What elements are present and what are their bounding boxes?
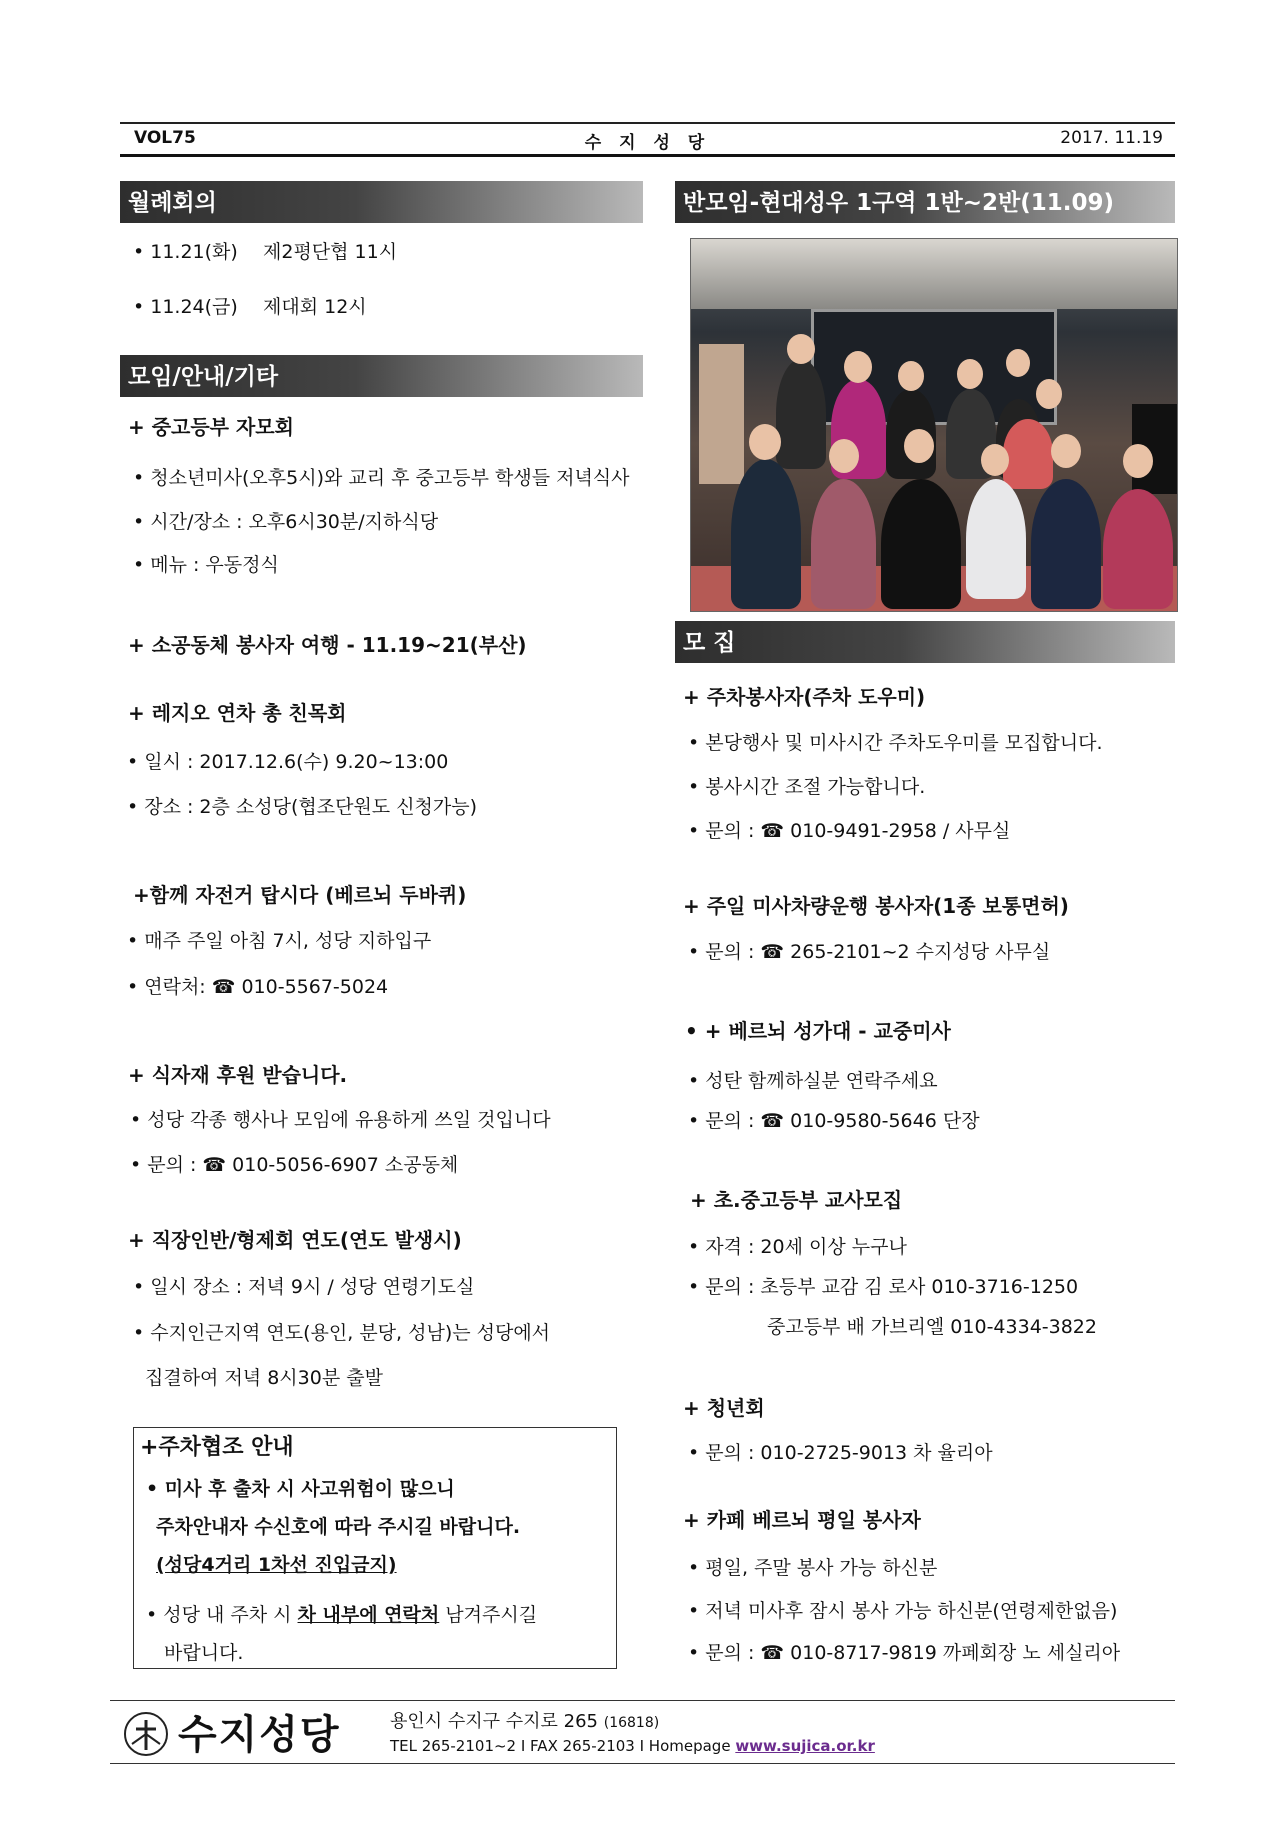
section-line: • 문의 : 010-2725-9013 차 율리아 bbox=[688, 1442, 993, 1464]
volume-number: VOL75 bbox=[134, 128, 196, 148]
section-line: 중고등부 배 가브리엘 010-4334-3822 bbox=[767, 1316, 1097, 1338]
section-title: + 중고등부 자모회 bbox=[128, 415, 294, 439]
church-logo-icon bbox=[124, 1712, 168, 1756]
section-title: + 직장인반/형제회 연도(연도 발생시) bbox=[128, 1228, 462, 1252]
section-line: • 저녁 미사후 잠시 봉사 가능 하신분(연령제한없음) bbox=[688, 1600, 1118, 1622]
parking-line bbox=[146, 1600, 537, 1627]
section-title: + 레지오 연차 총 친목회 bbox=[128, 701, 347, 725]
section-line: • 문의 : ☎ 265-2101~2 수지성당 사무실 bbox=[688, 941, 1051, 963]
section-line: • 메뉴 : 우동정식 bbox=[133, 554, 279, 576]
parking-line: 바랍니다. bbox=[164, 1642, 244, 1664]
section-line: • 문의 : ☎ 010-5056-6907 소공동체 bbox=[130, 1154, 459, 1176]
notices-heading: 모임/안내/기타 bbox=[120, 355, 643, 397]
contact-text: TEL 265-2101~2 I FAX 265-2103 I Homepage bbox=[390, 1737, 736, 1755]
section-line: 집결하여 저녁 8시30분 출발 bbox=[145, 1367, 383, 1389]
homepage-link[interactable]: www.sujica.or.kr bbox=[735, 1737, 875, 1755]
section-line: • 장소 : 2층 소성당(협조단원도 신청가능) bbox=[127, 796, 478, 818]
section-line: • 본당행사 및 미사시간 주차도우미를 모집합니다. bbox=[688, 732, 1103, 754]
issue-date: 2017. 11.19 bbox=[1060, 128, 1163, 148]
meeting-date-1: • 11.21(화) bbox=[133, 241, 238, 263]
meeting-text-1: 제2평단협 11시 bbox=[263, 241, 398, 263]
section-line: • 일시 장소 : 저녁 9시 / 성당 연령기도실 bbox=[133, 1276, 475, 1298]
section-title: + 주차봉사자(주차 도우미) bbox=[683, 685, 926, 709]
footer-bottom-rule bbox=[110, 1763, 1175, 1764]
section-title: + 청년회 bbox=[683, 1396, 765, 1420]
section-title: + 초.중고등부 교사모집 bbox=[690, 1188, 903, 1212]
section-line: • 시간/장소 : 오후6시30분/지하식당 bbox=[133, 511, 439, 533]
parking-contact-emphasis: 차 내부에 연락처 bbox=[297, 1604, 440, 1626]
footer-address bbox=[390, 1707, 659, 1733]
section-title: + 소공동체 봉사자 여행 - 11.19~21(부산) bbox=[128, 633, 527, 657]
section-line: • 자격 : 20세 이상 누구나 bbox=[688, 1236, 907, 1258]
parking-notice-box bbox=[133, 1427, 617, 1669]
section-title: + 주일 미사차량운행 봉사자(1종 보통면허) bbox=[683, 894, 1069, 918]
section-line: • 일시 : 2017.12.6(수) 9.20~13:00 bbox=[127, 751, 449, 773]
footer-top-rule bbox=[110, 1700, 1175, 1701]
recruit-heading: 모 집 bbox=[675, 621, 1175, 663]
section-line: • 문의 : ☎ 010-9491-2958 / 사무실 bbox=[688, 820, 1011, 842]
parking-title: +주차협조 안내 bbox=[140, 1435, 294, 1460]
parking-line: • 미사 후 출차 시 사고위험이 많으니 bbox=[146, 1478, 455, 1500]
parking-line-part: • 성당 내 주차 시 bbox=[146, 1604, 298, 1626]
section-title: +함께 자전거 탑시다 (베르뇌 두바퀴) bbox=[133, 883, 467, 907]
section-line: • 문의 : ☎ 010-9580-5646 단장 bbox=[688, 1110, 980, 1132]
section-line: • 수지인근지역 연도(용인, 분당, 성남)는 성당에서 bbox=[133, 1322, 551, 1344]
section-line: • 매주 주일 아침 7시, 성당 지하입구 bbox=[127, 930, 432, 952]
section-line: • 성당 각종 행사나 모임에 유용하게 쓰일 것입니다 bbox=[130, 1109, 551, 1131]
monthly-meeting-heading: 월례회의 bbox=[120, 181, 643, 223]
photo-heading: 반모임-현대성우 1구역 1반~2반(11.09) bbox=[675, 181, 1175, 223]
zip-code: (16818) bbox=[603, 1715, 660, 1731]
page-header bbox=[120, 122, 1175, 157]
meeting-date-2: • 11.24(금) bbox=[133, 296, 238, 318]
parking-line-part: 남겨주시길 bbox=[439, 1604, 538, 1626]
section-line: • 성탄 함께하실분 연락주세요 bbox=[688, 1070, 938, 1092]
section-title: • + 베르뇌 성가대 - 교중미사 bbox=[685, 1019, 951, 1043]
section-line: • 문의 : 초등부 교감 김 로사 010-3716-1250 bbox=[688, 1276, 1079, 1298]
footer-contact bbox=[390, 1737, 875, 1755]
header-title: 수 지 성 당 bbox=[584, 133, 711, 153]
section-title: + 카페 베르뇌 평일 봉사자 bbox=[683, 1508, 921, 1532]
section-line: • 연락처: ☎ 010-5567-5024 bbox=[127, 976, 389, 998]
parking-line: 주차안내자 수신호에 따라 주시길 바랍니다. bbox=[156, 1516, 521, 1538]
address-text: 용인시 수지구 수지로 265 bbox=[390, 1711, 599, 1732]
section-title: + 식자재 후원 받습니다. bbox=[128, 1063, 348, 1087]
group-photo bbox=[690, 238, 1178, 612]
section-line: • 문의 : ☎ 010-8717-9819 까페회장 노 세실리아 bbox=[688, 1642, 1121, 1664]
footer-logo-text: 수지성당 bbox=[178, 1712, 341, 1758]
section-line: • 평일, 주말 봉사 가능 하신분 bbox=[688, 1557, 938, 1579]
meeting-text-2: 제대회 12시 bbox=[263, 296, 367, 318]
parking-line: (성당4거리 1차선 진입금지) bbox=[156, 1554, 397, 1576]
section-line: • 청소년미사(오후5시)와 교리 후 중고등부 학생들 저녁식사 bbox=[133, 467, 630, 489]
section-line: • 봉사시간 조절 가능합니다. bbox=[688, 776, 926, 798]
